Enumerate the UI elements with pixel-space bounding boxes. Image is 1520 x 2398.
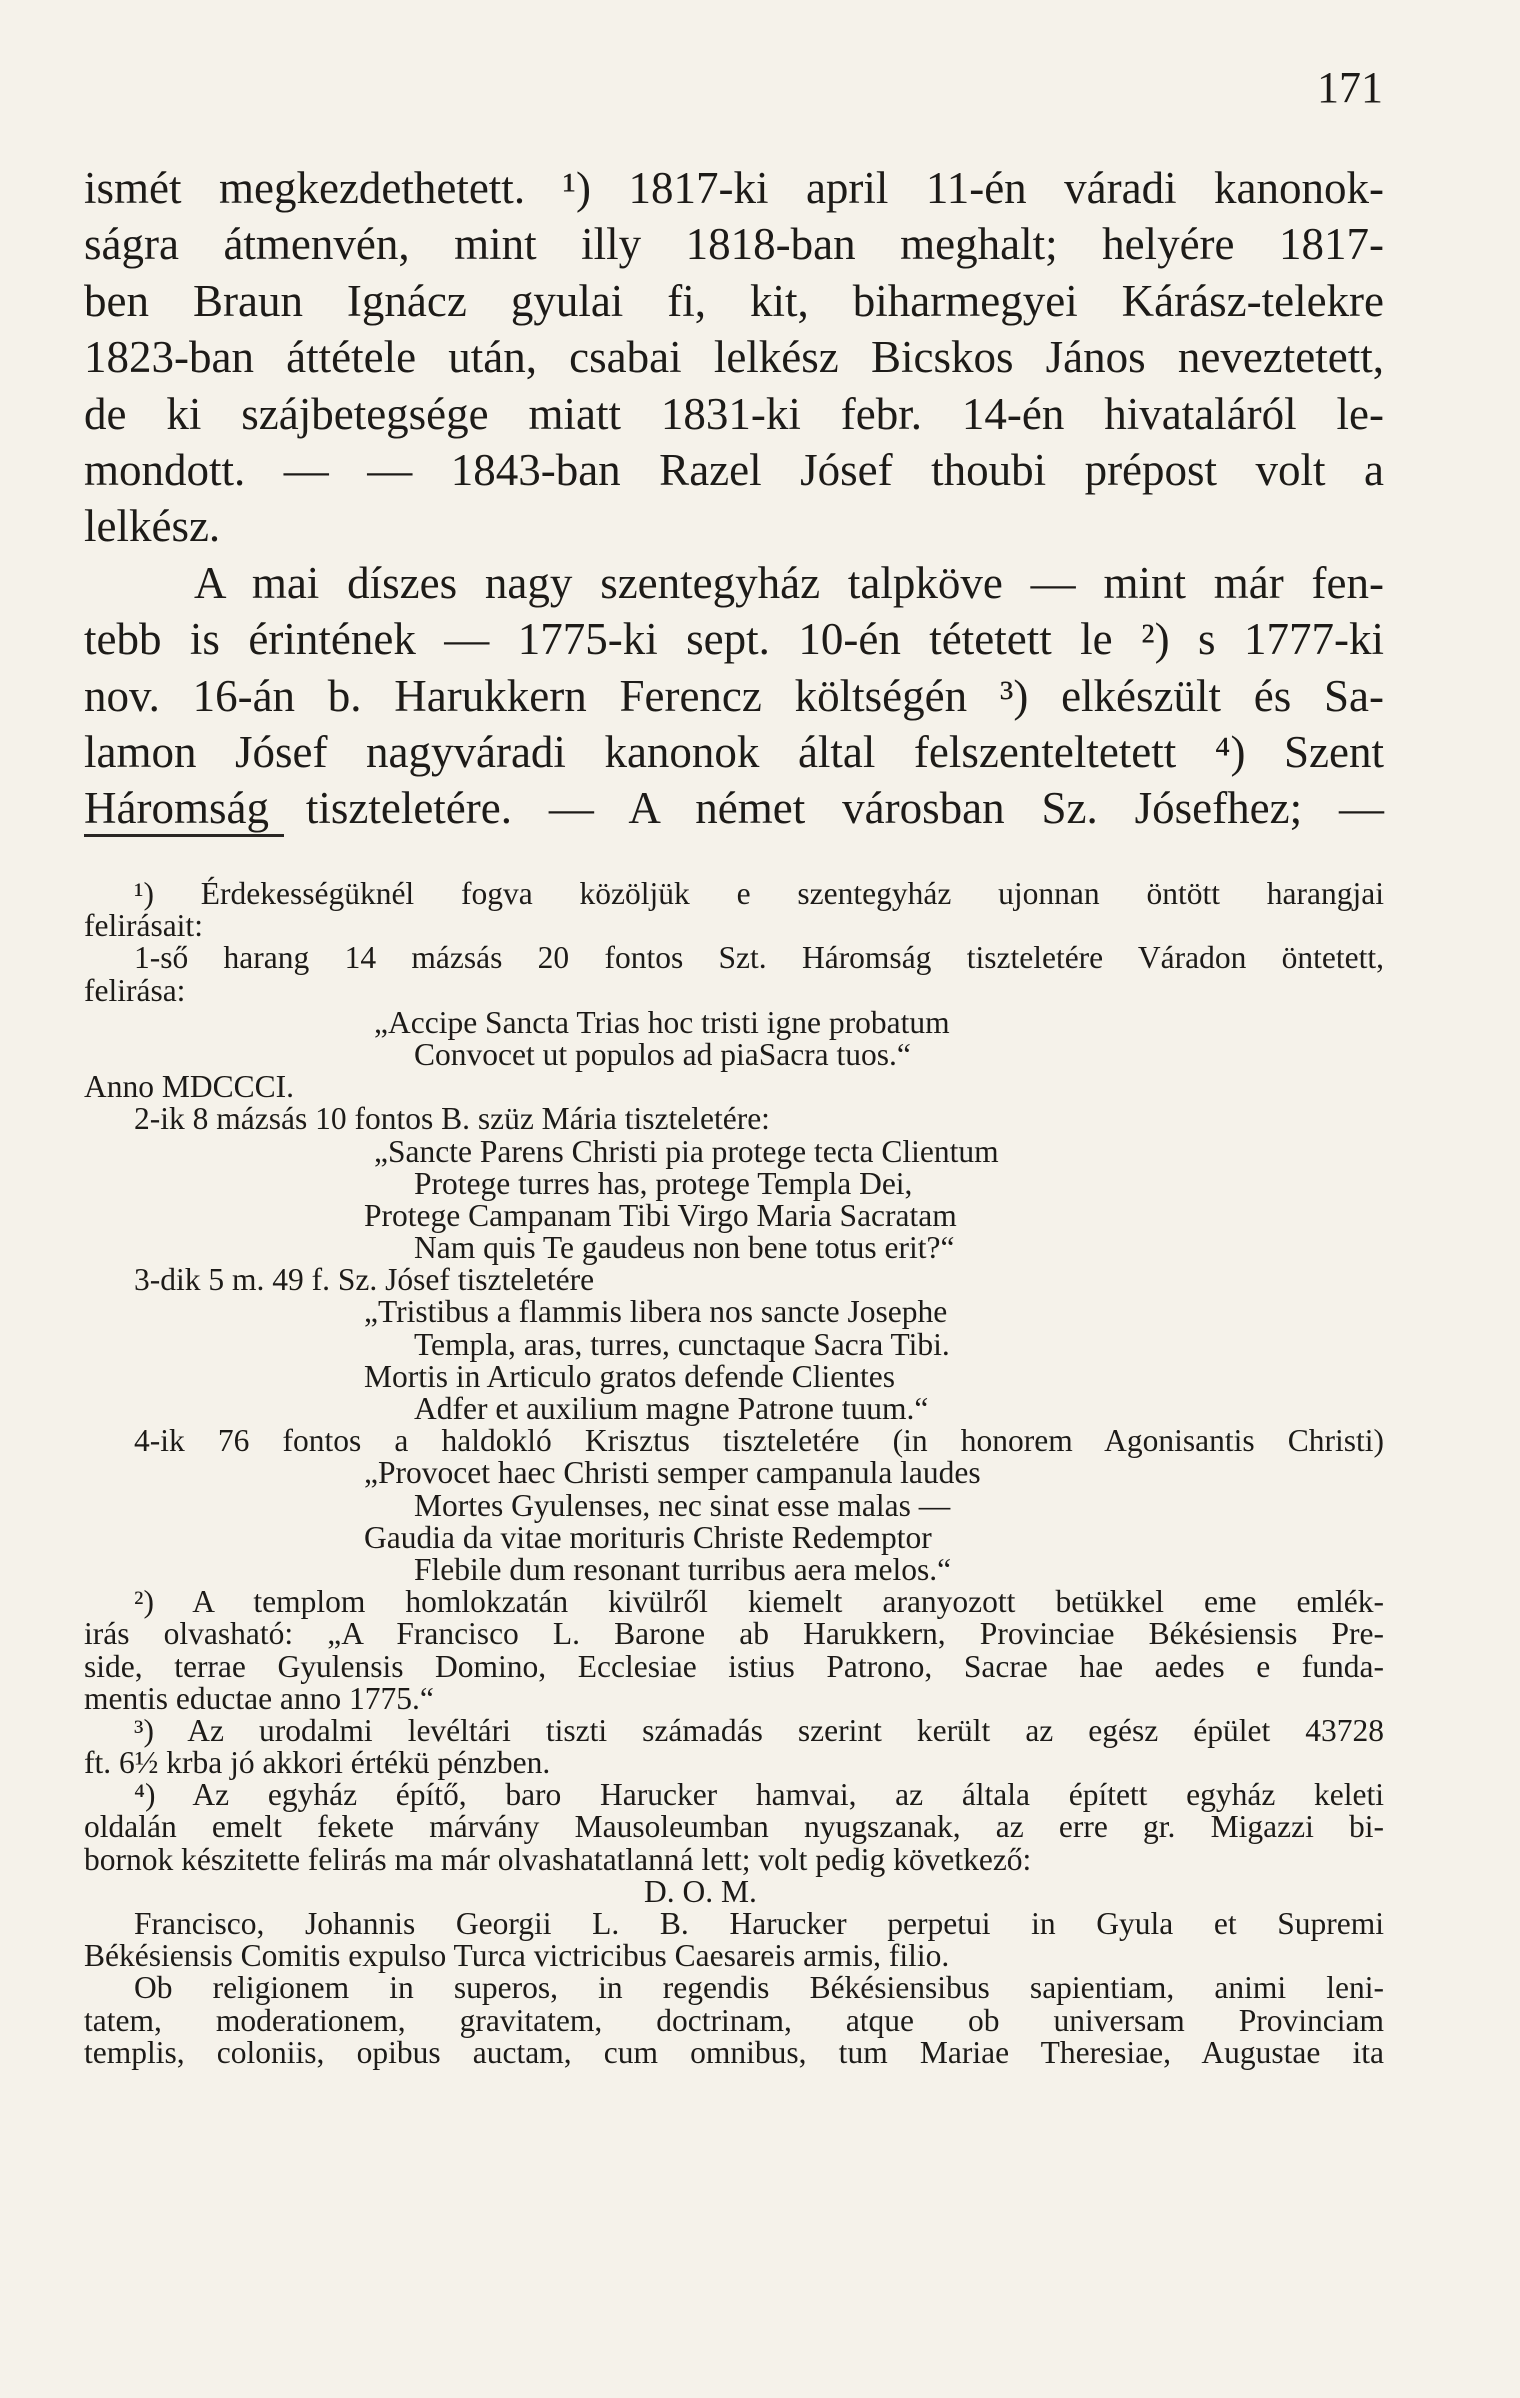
footnote-line: felirásait: [84,908,203,944]
footnote-line: templis, coloniis, opibus auctam, cum omnibus, tum Mariae Theresiae, Augustae ita [84,2034,1384,2070]
main-line: de ki szájbetegsége miatt 1831-ki febr. 14-én hivataláról le- [84,388,1384,439]
footnote-line: ¹) Érdekességüknél fogva közöljük e szentegyház ujonnan öntött harangjai [134,876,1384,911]
main-line: ben Braun Ignácz gyulai fi, kit, biharmegyei Kárász-telekre [84,275,1384,326]
main-line: lamon Jósef nagyváradi kanonok által felszenteltetett ⁴) Szent [84,726,1384,777]
main-line: ismét megkezdethetett. ¹) 1817-ki april 11-én váradi kanonok- [84,163,1384,213]
footnote-line: 2-ik 8 mázsás 10 fontos B. szüz Mária tiszteletére: [134,1101,770,1137]
footnote-line: „Accipe Sancta Trias hoc tristi igne probatum [374,1004,950,1040]
main-line: 1823-ban áttétele után, csabai lelkész Bicskos János neveztetett, [84,332,1384,383]
main-line: mondott. — — 1843-ban Razel Jósef thoubi prépost volt a [84,444,1384,495]
footnote-line: side, terrae Gyulensis Domino, Ecclesiae istius Patrono, Sacrae hae aedes e funda- [84,1648,1384,1684]
footnote-line: 4-ik 76 fontos a haldokló Krisztus tiszteletére (in honorem Agonisantis Christi) [134,1423,1384,1459]
footnote-line: 1-ső harang 14 mázsás 20 fontos Szt. Háromság tiszteletére Váradon öntetett, [134,940,1384,976]
footnote-line: Mortes Gyulenses, nec sinat esse malas — [414,1487,951,1523]
footnote-line: Templa, aras, turres, cunctaque Sacra Tibi. [414,1326,950,1362]
footnote-line: mentis eductae anno 1775.“ [84,1680,434,1716]
footnote-line: tatem, moderationem, gravitatem, doctrinam, atque ob universam Provinciam [84,2002,1384,2038]
main-line: ságra átmenvén, mint illy 1818-ban meghalt; helyére 1817- [84,219,1384,270]
footnote-line: ft. 6½ krba jó akkori értékü pénzben. [84,1745,551,1781]
page-number: 171 [1317,63,1383,112]
footnote-line: „Tristibus a flammis libera nos sancte Josephe [364,1294,948,1330]
footnote-line: Békésiensis Comitis expulso Turca victricibus Caesareis armis, filio. [84,1938,950,1974]
footnote-line: „Sancte Parens Christi pia protege tecta Clientum [374,1133,999,1169]
footnote-line: oldalán emelt fekete márvány Mausoleumban nyugszanak, az erre gr. Migazzi bi- [84,1809,1384,1845]
footnote-line: Mortis in Articulo gratos defende Clientes [364,1358,896,1394]
footnote-line: Protege Campanam Tibi Virgo Maria Sacratam [364,1197,957,1233]
main-line: Háromság tiszteletére. — A német városban Sz. Jósefhez; — [84,783,1384,834]
footnotes [84,878,1384,2069]
footnote-line: bornok készitette felirás ma már olvashatatlanná lett; volt pedig következő: [84,1841,1032,1877]
footnote-line: Nam quis Te gaudeus non bene totus erit?“ [414,1230,955,1266]
footnote-line: 3-dik 5 m. 49 f. Sz. Jósef tiszteletére [134,1262,595,1298]
main-line: A mai díszes nagy szentegyház talpköve — mint már fen- [194,557,1384,608]
footnote-line: Anno MDCCCI. [84,1069,295,1105]
main-text [84,160,1384,837]
main-line: tebb is érintének — 1775-ki sept. 10-én tétetett le ²) s 1777-ki [84,614,1384,665]
main-line: lelkész. [84,501,221,552]
footnote-line: „Provocet haec Christi semper campanula laudes [364,1455,981,1491]
footnote-line: Adfer et auxilium magne Patrone tuum.“ [414,1391,929,1426]
footnote-line: Francisco, Johannis Georgii L. B. Harucker perpetui in Gyula et Supremi [134,1906,1384,1941]
main-line: nov. 16-án b. Harukkern Ferencz költségén ³) elkészült és Sa- [84,670,1384,721]
footnote-line: felirása: [84,972,186,1008]
footnote-line: Convocet ut populos ad piaSacra tuos.“ [414,1036,911,1072]
footnote-line: ³) Az urodalmi levéltári tiszti számadás szerint került az egész épület 43728 [134,1712,1384,1748]
footnote-line: ²) A templom homlokzatán kivülről kiemelt aranyozott betükkel eme emlék- [134,1584,1384,1620]
footnote-line: D. O. M. [644,1873,757,1909]
footnote-line: irás olvasható: „A Francisco L. Barone ab Harukkern, Provinciae Békésiensis Pre- [84,1616,1384,1652]
footnote-line: Ob religionem in superos, in regendis Békésiensibus sapientiam, animi leni- [134,1970,1384,2006]
footnote-line: Protege turres has, protege Templa Dei, [414,1165,913,1201]
footnote-line: ⁴) Az egyház építő, baro Harucker hamvai, az általa épített egyház keleti [134,1777,1384,1813]
footnote-line: Flebile dum resonant turribus aera melos.“ [414,1551,952,1587]
footnote-line: Gaudia da vitae morituris Christe Redemptor [364,1519,932,1555]
footnote-separator [84,834,284,837]
